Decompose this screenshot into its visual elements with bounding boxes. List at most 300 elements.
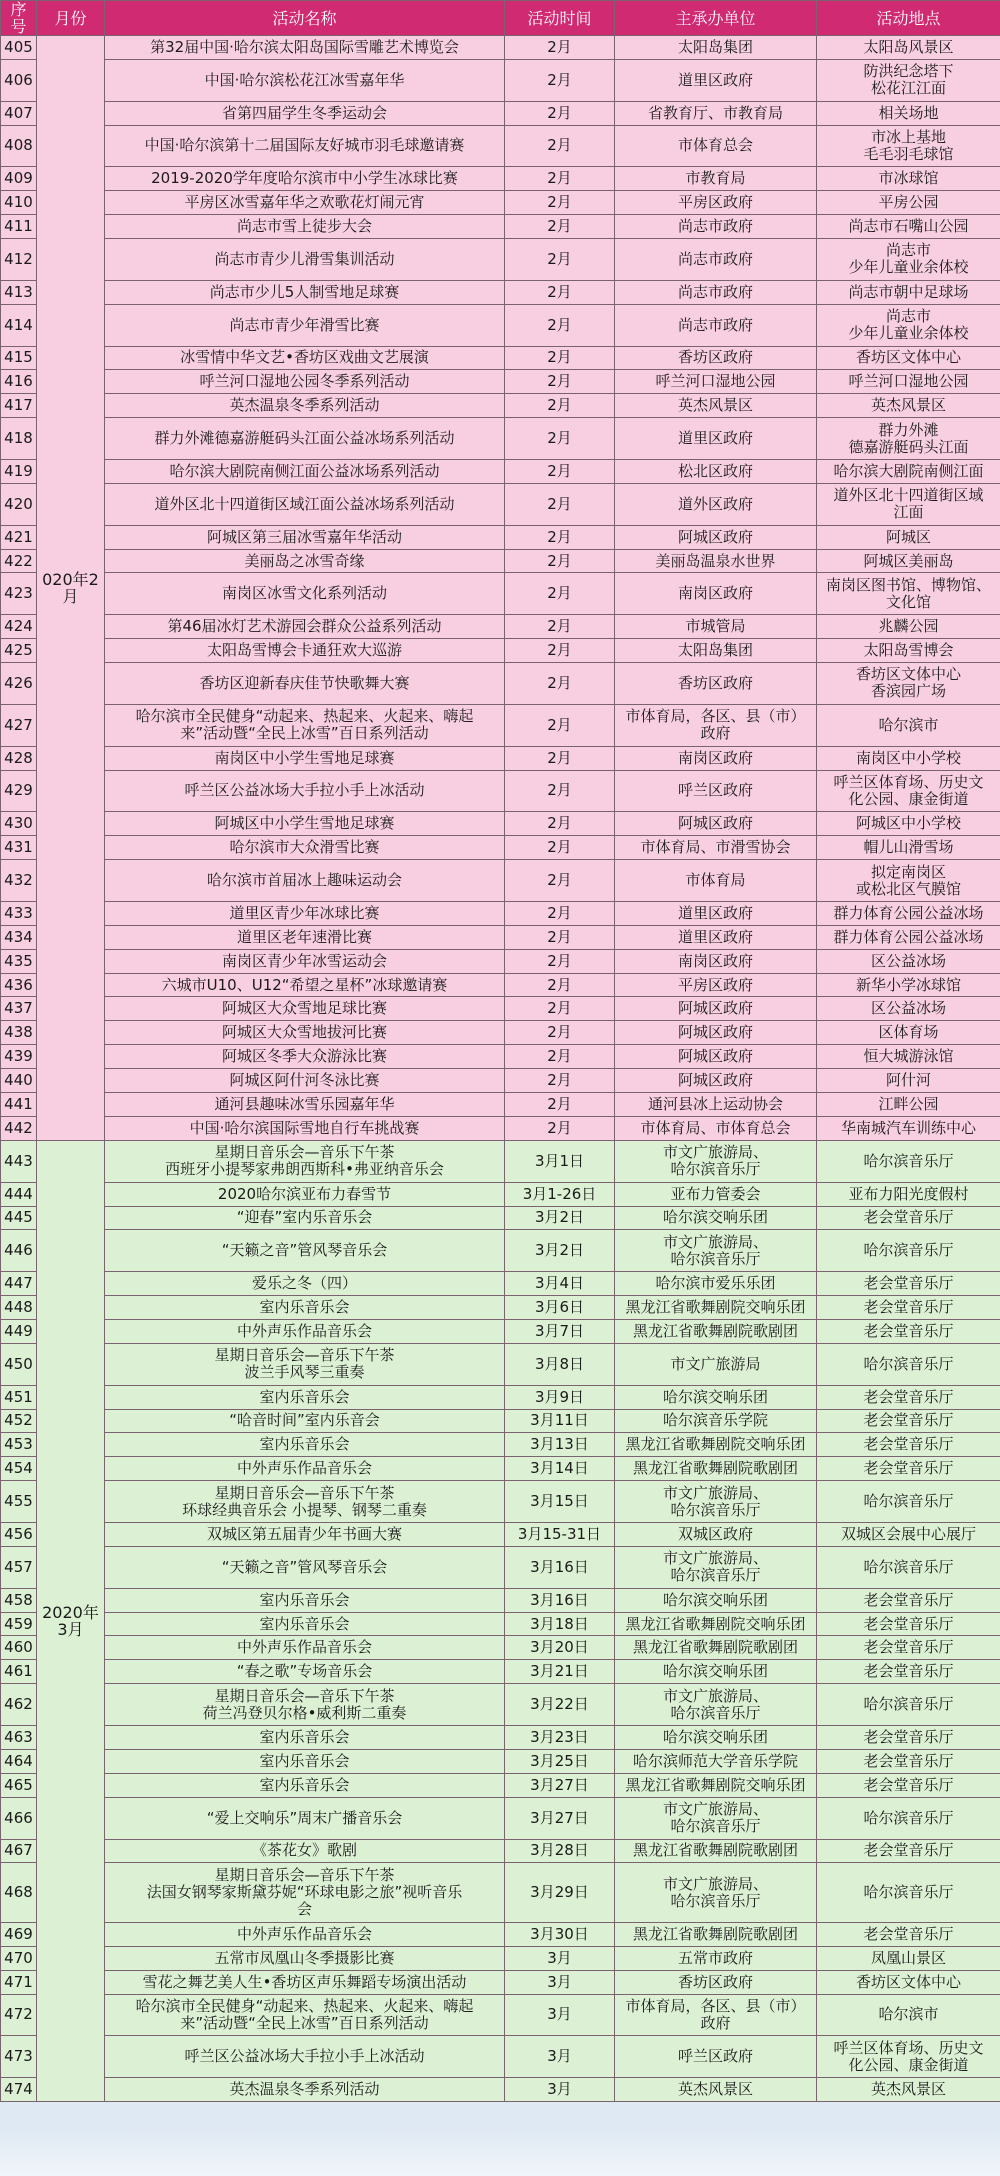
location: 老会堂音乐厅: [817, 1773, 1000, 1797]
table-row: [1, 1749, 1000, 1773]
activity-time: 2月: [505, 167, 615, 191]
location: 哈尔滨大剧院南侧江面: [817, 460, 1000, 484]
page-bottom-background: [0, 2128, 1000, 2176]
location: 老会堂音乐厅: [817, 1749, 1000, 1773]
location: 香坊区文体中心: [817, 1970, 1000, 1994]
activity-time: 3月25日: [505, 1749, 615, 1773]
table-row: [1, 1546, 1000, 1588]
row-number: 415: [1, 346, 37, 370]
location: 市冰上基地 毛毛羽毛球馆: [817, 125, 1000, 167]
row-number: 470: [1, 1946, 37, 1970]
activity-name: 冰雪情中华文艺•香坊区戏曲文艺展演: [105, 346, 505, 370]
table-row: [1, 1922, 1000, 1946]
table-row: [1, 1272, 1000, 1296]
row-number: 472: [1, 1994, 37, 2036]
organizer: 道外区政府: [615, 483, 817, 525]
activity-name: 阿城区中小学生雪地足球赛: [105, 812, 505, 836]
organizer: 黑龙江省歌舞剧院交响乐团: [615, 1773, 817, 1797]
header-no: 序号: [1, 1, 37, 36]
organizer: 香坊区政府: [615, 346, 817, 370]
table-row: [1, 1296, 1000, 1320]
row-number: 453: [1, 1433, 37, 1457]
activity-name: 室内乐音乐会: [105, 1588, 505, 1612]
location: 群力体育公园公益冰场: [817, 901, 1000, 925]
row-number: 458: [1, 1588, 37, 1612]
table-row: [1, 1970, 1000, 1994]
organizer: 黑龙江省歌舞剧院交响乐团: [615, 1433, 817, 1457]
activity-time: 3月29日: [505, 1863, 615, 1923]
activity-time: 2月: [505, 525, 615, 549]
row-number: 429: [1, 770, 37, 812]
activity-name: 室内乐音乐会: [105, 1612, 505, 1636]
activity-time: 2月: [505, 215, 615, 239]
organizer: 阿城区政府: [615, 997, 817, 1021]
activity-time: 3月6日: [505, 1296, 615, 1320]
activity-name: 六城市U10、U12“希望之星杯”冰球邀请赛: [105, 973, 505, 997]
activity-name: 室内乐音乐会: [105, 1385, 505, 1409]
activity-name: 星期日音乐会—音乐下午茶 环球经典音乐会 小提琴、钢琴二重奏: [105, 1481, 505, 1523]
table-row: [1, 1797, 1000, 1839]
table-row: [1, 36, 1000, 60]
activity-name: 省第四届学生冬季运动会: [105, 101, 505, 125]
row-number: 409: [1, 167, 37, 191]
location: 哈尔滨市: [817, 704, 1000, 746]
organizer: 五常市政府: [615, 1946, 817, 1970]
activity-time: 3月1-26日: [505, 1182, 615, 1206]
activity-name: 道外区北十四道街区域江面公益冰场系列活动: [105, 483, 505, 525]
row-number: 430: [1, 812, 37, 836]
location: 太阳岛雪博会: [817, 639, 1000, 663]
table-row: [1, 973, 1000, 997]
activity-name: 第32届中国·哈尔滨太阳岛国际雪雕艺术博览会: [105, 36, 505, 60]
table-row: [1, 997, 1000, 1021]
header-place: 活动地点: [817, 1, 1000, 36]
table-row: [1, 1206, 1000, 1230]
activity-time: 2月: [505, 394, 615, 418]
location: 呼兰区体育场、历史文 化公园、康金街道: [817, 2036, 1000, 2078]
table-row: [1, 1863, 1000, 1923]
activity-time: 3月11日: [505, 1409, 615, 1433]
table-row: [1, 280, 1000, 304]
organizer: 阿城区政府: [615, 1069, 817, 1093]
location: 老会堂音乐厅: [817, 1385, 1000, 1409]
activity-time: 2月: [505, 304, 615, 346]
activity-name: 中外声乐作品音乐会: [105, 1457, 505, 1481]
organizer: 市教育局: [615, 167, 817, 191]
activity-name: 哈尔滨市首届冰上趣味运动会: [105, 860, 505, 902]
organizer: 市文广旅游局、 哈尔滨音乐厅: [615, 1481, 817, 1523]
organizer: 尚志市政府: [615, 304, 817, 346]
row-number: 441: [1, 1093, 37, 1117]
organizer: 市文广旅游局、 哈尔滨音乐厅: [615, 1230, 817, 1272]
table-row: [1, 1588, 1000, 1612]
activity-time: 2月: [505, 973, 615, 997]
location: 英杰风景区: [817, 394, 1000, 418]
activity-time: 3月21日: [505, 1660, 615, 1684]
table-row: [1, 1684, 1000, 1726]
organizer: 道里区政府: [615, 925, 817, 949]
location: 老会堂音乐厅: [817, 1839, 1000, 1863]
row-number: 425: [1, 639, 37, 663]
table-row: [1, 1636, 1000, 1660]
activity-time: 2月: [505, 483, 615, 525]
activity-name: 香坊区迎新春庆佳节快歌舞大赛: [105, 663, 505, 705]
activity-time: 2月: [505, 615, 615, 639]
row-number: 410: [1, 191, 37, 215]
row-number: 471: [1, 1970, 37, 1994]
activity-time: 2月: [505, 101, 615, 125]
activity-time: 3月30日: [505, 1922, 615, 1946]
table-row: [1, 1612, 1000, 1636]
table-row: [1, 1069, 1000, 1093]
table-row: [1, 1045, 1000, 1069]
activity-time: 2月: [505, 704, 615, 746]
row-number: 455: [1, 1481, 37, 1523]
activity-time: 2月: [505, 1045, 615, 1069]
row-number: 457: [1, 1546, 37, 1588]
location: 新华小学冰球馆: [817, 973, 1000, 997]
table-row: [1, 1319, 1000, 1343]
row-number: 406: [1, 59, 37, 101]
activity-name: 室内乐音乐会: [105, 1296, 505, 1320]
table-row: [1, 1481, 1000, 1523]
table-row: [1, 1409, 1000, 1433]
organizer: 英杰风景区: [615, 394, 817, 418]
header-org: 主承办单位: [615, 1, 817, 36]
row-number: 433: [1, 901, 37, 925]
location: 亚布力阳光度假村: [817, 1182, 1000, 1206]
table-row: [1, 125, 1000, 167]
activity-time: 3月2日: [505, 1230, 615, 1272]
location: 香坊区文体中心 香滨园广场: [817, 663, 1000, 705]
row-number: 460: [1, 1636, 37, 1660]
activity-time: 3月23日: [505, 1726, 615, 1750]
organizer: 市文广旅游局、 哈尔滨音乐厅: [615, 1797, 817, 1839]
table-row: [1, 101, 1000, 125]
table-row: [1, 1457, 1000, 1481]
activity-time: 2月: [505, 1116, 615, 1140]
activity-name: 平房区冰雪嘉年华之欢歌花灯闹元宵: [105, 191, 505, 215]
activity-name: “爱上交响乐”周末广播音乐会: [105, 1797, 505, 1839]
activity-name: 第46届冰灯艺术游园会群众公益系列活动: [105, 615, 505, 639]
activity-time: 2月: [505, 280, 615, 304]
location: 英杰风景区: [817, 2078, 1000, 2102]
organizer: 道里区政府: [615, 418, 817, 460]
organizer: 南岗区政府: [615, 949, 817, 973]
table-row: [1, 346, 1000, 370]
row-number: 448: [1, 1296, 37, 1320]
organizer: 市文广旅游局、 哈尔滨音乐厅: [615, 1684, 817, 1726]
location: 老会堂音乐厅: [817, 1612, 1000, 1636]
organizer: 阿城区政府: [615, 812, 817, 836]
table-row: [1, 418, 1000, 460]
activity-name: 尚志市青少儿滑雪集训活动: [105, 239, 505, 281]
activity-name: 通河县趣味冰雪乐园嘉年华: [105, 1093, 505, 1117]
location: 帽儿山滑雪场: [817, 836, 1000, 860]
header-month: 月份: [37, 1, 105, 36]
organizer: 哈尔滨交响乐团: [615, 1206, 817, 1230]
organizer: 哈尔滨师范大学音乐学院: [615, 1749, 817, 1773]
activity-name: 尚志市少儿5人制雪地足球赛: [105, 280, 505, 304]
activity-name: 阿城区阿什河冬泳比赛: [105, 1069, 505, 1093]
location: 老会堂音乐厅: [817, 1636, 1000, 1660]
activity-name: 南岗区青少年冰雪运动会: [105, 949, 505, 973]
row-number: 413: [1, 280, 37, 304]
location: 哈尔滨音乐厅: [817, 1140, 1000, 1182]
location: 区体育场: [817, 1021, 1000, 1045]
activity-name: “迎春”室内乐音乐会: [105, 1206, 505, 1230]
organizer: 市体育局、市滑雪协会: [615, 836, 817, 860]
organizer: 松北区政府: [615, 460, 817, 484]
activity-time: 2月: [505, 997, 615, 1021]
row-number: 456: [1, 1523, 37, 1547]
row-number: 469: [1, 1922, 37, 1946]
organizer: 黑龙江省歌舞剧院歌剧团: [615, 1319, 817, 1343]
organizer: 尚志市政府: [615, 215, 817, 239]
organizer: 阿城区政府: [615, 525, 817, 549]
header-row: [1, 1, 1000, 36]
organizer: 黑龙江省歌舞剧院交响乐团: [615, 1612, 817, 1636]
row-number: 414: [1, 304, 37, 346]
organizer: 黑龙江省歌舞剧院歌剧团: [615, 1922, 817, 1946]
location: 平房公园: [817, 191, 1000, 215]
organizer: 通河县冰上运动协会: [615, 1093, 817, 1117]
activity-time: 2月: [505, 836, 615, 860]
header-name: 活动名称: [105, 1, 505, 36]
activity-name: 中外声乐作品音乐会: [105, 1922, 505, 1946]
table-row: [1, 746, 1000, 770]
activity-name: 阿城区大众雪地足球比赛: [105, 997, 505, 1021]
organizer: 黑龙江省歌舞剧院交响乐团: [615, 1296, 817, 1320]
activity-time: 2月: [505, 1069, 615, 1093]
row-number: 420: [1, 483, 37, 525]
table-row: [1, 1946, 1000, 1970]
row-number: 449: [1, 1319, 37, 1343]
activity-name: 英杰温泉冬季系列活动: [105, 2078, 505, 2102]
month-cell: 2020年 3月: [37, 1140, 105, 2101]
row-number: 446: [1, 1230, 37, 1272]
table-row: [1, 901, 1000, 925]
activity-name: “天籁之音”管风琴音乐会: [105, 1546, 505, 1588]
location: 区公益冰场: [817, 997, 1000, 1021]
organizer: 市体育局、市体育总会: [615, 1116, 817, 1140]
location: 老会堂音乐厅: [817, 1457, 1000, 1481]
table-row: [1, 2036, 1000, 2078]
organizer: 香坊区政府: [615, 663, 817, 705]
activity-time: 2月: [505, 370, 615, 394]
table-row: [1, 549, 1000, 573]
table-row: [1, 1140, 1000, 1182]
activity-time: 2月: [505, 239, 615, 281]
activity-time: 3月: [505, 1946, 615, 1970]
activity-time: 2月: [505, 346, 615, 370]
table-row: [1, 525, 1000, 549]
row-number: 467: [1, 1839, 37, 1863]
activity-time: 3月14日: [505, 1457, 615, 1481]
table-row: [1, 1230, 1000, 1272]
location: 双城区会展中心展厅: [817, 1523, 1000, 1547]
table-row: [1, 239, 1000, 281]
activity-name: 哈尔滨大剧院南侧江面公益冰场系列活动: [105, 460, 505, 484]
organizer: 呼兰区政府: [615, 2036, 817, 2078]
organizer: 哈尔滨交响乐团: [615, 1385, 817, 1409]
location: 太阳岛风景区: [817, 36, 1000, 60]
table-body: [1, 36, 1000, 2102]
table-row: [1, 704, 1000, 746]
activity-time: 3月20日: [505, 1636, 615, 1660]
row-number: 442: [1, 1116, 37, 1140]
organizer: 市体育局，各区、县（市） 政府: [615, 1994, 817, 2036]
organizer: 美丽岛温泉水世界: [615, 549, 817, 573]
row-number: 463: [1, 1726, 37, 1750]
table-row: [1, 191, 1000, 215]
activity-time: 3月8日: [505, 1343, 615, 1385]
activity-name: 星期日音乐会—音乐下午茶 西班牙小提琴家弗朗西斯科•弗亚纳音乐会: [105, 1140, 505, 1182]
table-row: [1, 1433, 1000, 1457]
activity-name: 尚志市雪上徒步大会: [105, 215, 505, 239]
table-row: [1, 925, 1000, 949]
row-number: 417: [1, 394, 37, 418]
activity-time: 3月2日: [505, 1206, 615, 1230]
table-row: [1, 639, 1000, 663]
organizer: 道里区政府: [615, 59, 817, 101]
location: 江畔公园: [817, 1093, 1000, 1117]
table-row: [1, 2078, 1000, 2102]
table-row: [1, 1343, 1000, 1385]
organizer: 尚志市政府: [615, 239, 817, 281]
activity-time: 3月4日: [505, 1272, 615, 1296]
table-row: [1, 1660, 1000, 1684]
activity-name: 星期日音乐会—音乐下午茶 荷兰冯登贝尔格•威利斯二重奏: [105, 1684, 505, 1726]
row-number: 411: [1, 215, 37, 239]
activity-time: 2月: [505, 860, 615, 902]
organizer: 双城区政府: [615, 1523, 817, 1547]
activity-time: 3月22日: [505, 1684, 615, 1726]
row-number: 464: [1, 1749, 37, 1773]
organizer: 呼兰区政府: [615, 770, 817, 812]
activity-name: 中国·哈尔滨国际雪地自行车挑战赛: [105, 1116, 505, 1140]
organizer: 平房区政府: [615, 191, 817, 215]
table-row: [1, 167, 1000, 191]
activity-name: 呼兰区公益冰场大手拉小手上冰活动: [105, 770, 505, 812]
activity-name: 群力外滩德嘉游艇码头江面公益冰场系列活动: [105, 418, 505, 460]
activity-time: 3月16日: [505, 1546, 615, 1588]
table-row: [1, 1021, 1000, 1045]
activity-time: 3月15日: [505, 1481, 615, 1523]
row-number: 408: [1, 125, 37, 167]
header-time: 活动时间: [505, 1, 615, 36]
activity-name: 中国·哈尔滨松花江冰雪嘉年华: [105, 59, 505, 101]
activity-time: 2月: [505, 1021, 615, 1045]
organizer: 黑龙江省歌舞剧院歌剧团: [615, 1636, 817, 1660]
table-row: [1, 770, 1000, 812]
row-number: 450: [1, 1343, 37, 1385]
location: 阿什河: [817, 1069, 1000, 1093]
location: 道外区北十四道街区域 江面: [817, 483, 1000, 525]
location: 阿城区中小学校: [817, 812, 1000, 836]
activity-name: 《茶花女》歌剧: [105, 1839, 505, 1863]
row-number: 466: [1, 1797, 37, 1839]
location: 阿城区: [817, 525, 1000, 549]
row-number: 422: [1, 549, 37, 573]
location: 尚志市朝中足球场: [817, 280, 1000, 304]
activity-time: 3月1日: [505, 1140, 615, 1182]
activity-name: 美丽岛之冰雪奇缘: [105, 549, 505, 573]
location: 群力外滩 德嘉游艇码头江面: [817, 418, 1000, 460]
row-number: 405: [1, 36, 37, 60]
organizer: 市体育总会: [615, 125, 817, 167]
row-number: 440: [1, 1069, 37, 1093]
row-number: 423: [1, 573, 37, 615]
row-number: 424: [1, 615, 37, 639]
table-row: [1, 1093, 1000, 1117]
activity-time: 2月: [505, 573, 615, 615]
table-row: [1, 615, 1000, 639]
organizer: 道里区政府: [615, 901, 817, 925]
activity-name: 尚志市青少年滑雪比赛: [105, 304, 505, 346]
activity-name: 英杰温泉冬季系列活动: [105, 394, 505, 418]
row-number: 445: [1, 1206, 37, 1230]
organizer: 南岗区政府: [615, 573, 817, 615]
activity-time: 2月: [505, 460, 615, 484]
activity-name: “哈音时间”室内乐音会: [105, 1409, 505, 1433]
location: 华南城汽车训练中心: [817, 1116, 1000, 1140]
activity-name: 双城区第五届青少年书画大赛: [105, 1523, 505, 1547]
row-number: 437: [1, 997, 37, 1021]
organizer: 市体育局，各区、县（市） 政府: [615, 704, 817, 746]
row-number: 473: [1, 2036, 37, 2078]
organizer: 市文广旅游局、 哈尔滨音乐厅: [615, 1140, 817, 1182]
location: 呼兰河口湿地公园: [817, 370, 1000, 394]
location: 老会堂音乐厅: [817, 1922, 1000, 1946]
activity-time: 2月: [505, 1093, 615, 1117]
organizer: 哈尔滨交响乐团: [615, 1726, 817, 1750]
row-number: 432: [1, 860, 37, 902]
location: 老会堂音乐厅: [817, 1660, 1000, 1684]
row-number: 444: [1, 1182, 37, 1206]
month-cell: 020年2 月: [37, 36, 105, 1141]
table-row: [1, 860, 1000, 902]
activity-name: 2020哈尔滨亚布力春雪节: [105, 1182, 505, 1206]
organizer: 尚志市政府: [615, 280, 817, 304]
table-row: [1, 394, 1000, 418]
activity-name: 道里区老年速滑比赛: [105, 925, 505, 949]
location: 恒大城游泳馆: [817, 1045, 1000, 1069]
activity-name: 室内乐音乐会: [105, 1726, 505, 1750]
activity-name: 中国·哈尔滨第十二届国际友好城市羽毛球邀请赛: [105, 125, 505, 167]
row-number: 435: [1, 949, 37, 973]
activity-time: 3月18日: [505, 1612, 615, 1636]
organizer: 阿城区政府: [615, 1021, 817, 1045]
table-row: [1, 1523, 1000, 1547]
organizer: 省教育厅、市教育局: [615, 101, 817, 125]
location: 老会堂音乐厅: [817, 1588, 1000, 1612]
row-number: 427: [1, 704, 37, 746]
location: 哈尔滨音乐厅: [817, 1230, 1000, 1272]
row-number: 416: [1, 370, 37, 394]
activity-name: 阿城区大众雪地拔河比赛: [105, 1021, 505, 1045]
location: 老会堂音乐厅: [817, 1272, 1000, 1296]
organizer: 英杰风景区: [615, 2078, 817, 2102]
activity-name: 星期日音乐会—音乐下午茶 法国女钢琴家斯黛芬妮“环球电影之旅”视听音乐 会: [105, 1863, 505, 1923]
table-row: [1, 1994, 1000, 2036]
location: 哈尔滨音乐厅: [817, 1684, 1000, 1726]
table-row: [1, 663, 1000, 705]
table-row: [1, 1182, 1000, 1206]
activity-time: 2月: [505, 125, 615, 167]
organizer: 哈尔滨市爱乐乐团: [615, 1272, 817, 1296]
activity-name: 道里区青少年冰球比赛: [105, 901, 505, 925]
